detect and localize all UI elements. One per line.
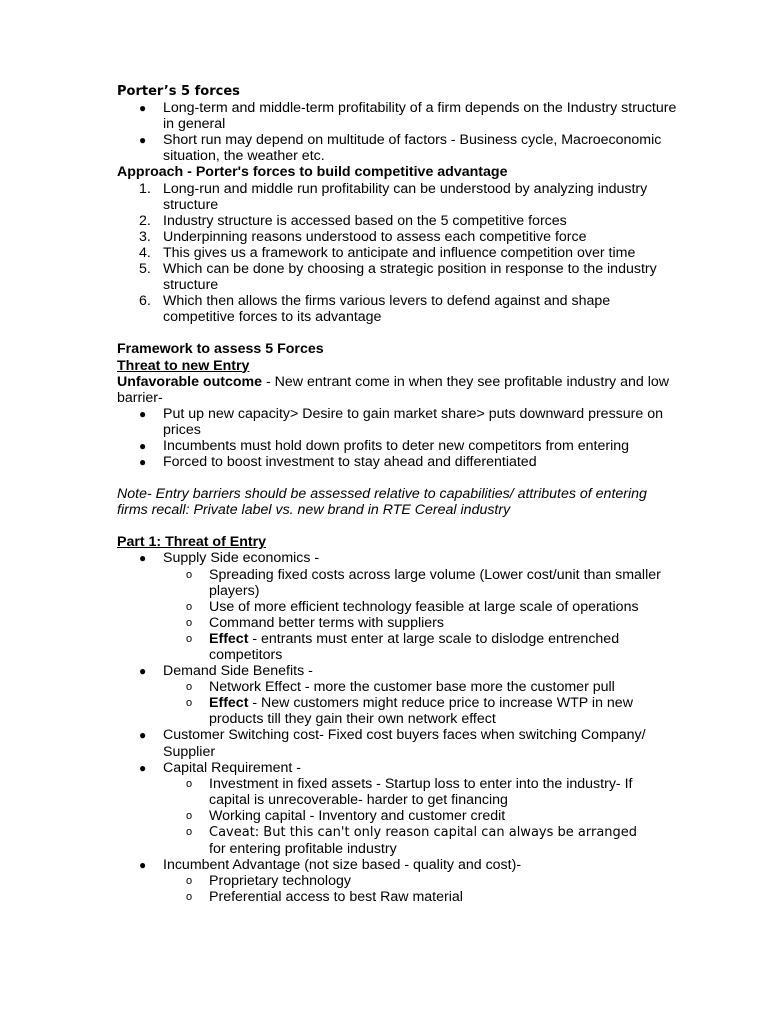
numbered-item: 3. Underpinning reasons understood to assess each competitive force — [139, 228, 587, 245]
bullet-icon: ● — [139, 438, 147, 453]
item-number: 2. — [139, 212, 151, 229]
list-item: ● Customer Switching cost- Fixed cost buyers faces when switching Company/ Supplier — [139, 727, 646, 760]
sub-list-item: o Effect - New customers might reduce price to increase WTP in new products till they gain their own network effect — [186, 695, 633, 728]
circle-bullet-icon: o — [186, 681, 193, 694]
circle-bullet-icon: o — [186, 632, 193, 645]
spacer — [117, 518, 677, 534]
sub-list-item: o Command better terms with suppliers — [186, 614, 444, 631]
spacer — [117, 325, 677, 341]
spacer — [117, 470, 677, 486]
section-heading-framework: Framework to assess 5 Forces — [117, 341, 324, 358]
bullet-icon: ● — [139, 728, 147, 743]
section-heading-part1: Part 1: Threat of Entry — [117, 534, 266, 551]
circle-bullet-icon: o — [186, 568, 193, 581]
sub-list-item: o Investment in fixed assets - Startup loss to enter into the industry- If capital is unrecoverable- harder to get financing — [186, 775, 633, 808]
sub-list-item: o Working capital - Inventory and customer credit — [186, 807, 506, 824]
section-title-porters-5-forces: Porter’s 5 forces — [117, 84, 240, 99]
list-item: ● Long-term and middle-term profitability of a firm depends on the Industry structure in general — [139, 100, 677, 133]
bullet-icon: ● — [139, 406, 147, 421]
numbered-item: 4. This gives us a framework to anticipate and influence competition over time — [139, 244, 636, 261]
item-number: 5. — [139, 261, 151, 278]
item-number: 1. — [139, 180, 151, 197]
numbered-item: 1. Long-run and middle run profitability can be understood by analyzing industry structure — [139, 180, 648, 213]
bullet-icon: ● — [139, 101, 147, 116]
numbered-item: 6. Which then allows the firms various levers to defend against and shape competitive forces to its advantage — [139, 293, 611, 326]
list-item: ● Supply Side economics - — [139, 550, 320, 567]
list-item: ● Incumbent Advantage (not size based - quality and cost)- — [139, 857, 522, 874]
circle-bullet-icon: o — [186, 777, 193, 790]
sub-list-item: o Proprietary technology — [186, 873, 351, 890]
note-paragraph: Note- Entry barriers should be assessed relative to capabilities/ attributes of entering firms recall: Private label vs. new brand in RTE Cereal industry — [117, 486, 647, 519]
circle-bullet-icon: o — [186, 826, 193, 839]
sub-list-item: o Network Effect - more the customer base more the customer pull — [186, 679, 615, 696]
list-item: ● Capital Requirement - — [139, 759, 301, 776]
sub-list-item: o Caveat: But this can't only reason capital can always be arranged for entering profitable industry — [186, 825, 638, 858]
subheading-threat-new-entry: Threat to new Entry — [117, 357, 250, 374]
section-heading-approach: Approach - Porter's forces to build competitive advantage — [117, 164, 508, 181]
list-item: ● Short run may depend on multitude of factors - Business cycle, Macroeconomic situation, the weather etc. — [139, 132, 662, 165]
circle-bullet-icon: o — [186, 891, 193, 904]
document-body — [117, 84, 677, 906]
bullet-icon: ● — [139, 455, 147, 470]
circle-bullet-icon: o — [186, 875, 193, 888]
bullet-icon: ● — [139, 858, 147, 873]
paragraph-unfavorable-outcome: Unfavorable outcome - New entrant come in when they see profitable industry and low barrier- — [117, 373, 669, 406]
numbered-item: 2. Industry structure is accessed based on the 5 competitive forces — [139, 212, 567, 229]
bullet-icon: ● — [139, 664, 147, 679]
list-item: ● Demand Side Benefits - — [139, 663, 313, 680]
circle-bullet-icon: o — [186, 697, 193, 710]
bullet-icon: ● — [139, 133, 147, 148]
bullet-icon: ● — [139, 551, 147, 566]
circle-bullet-icon: o — [186, 600, 193, 613]
item-number: 6. — [139, 293, 151, 310]
item-number: 3. — [139, 228, 151, 245]
list-item: ● Forced to boost investment to stay ahead and differentiated — [139, 454, 537, 471]
sub-list-item: o Spreading fixed costs across large volume (Lower cost/unit than smaller players) — [186, 566, 661, 599]
sub-list-item: o Effect - entrants must enter at large scale to dislodge entrenched competitors — [186, 630, 620, 663]
item-number: 4. — [139, 244, 151, 261]
bullet-icon: ● — [139, 760, 147, 775]
sub-list-item: o Use of more efficient technology feasible at large scale of operations — [186, 598, 639, 615]
circle-bullet-icon: o — [186, 616, 193, 629]
list-item: ● Put up new capacity> Desire to gain market share> puts downward pressure on prices — [139, 405, 663, 438]
circle-bullet-icon: o — [186, 809, 193, 822]
numbered-item: 5. Which can be done by choosing a strategic position in response to the industry structure — [139, 261, 657, 294]
list-item: ● Incumbents must hold down profits to deter new competitors from entering — [139, 437, 630, 454]
sub-list-item: o Preferential access to best Raw material — [186, 889, 463, 906]
